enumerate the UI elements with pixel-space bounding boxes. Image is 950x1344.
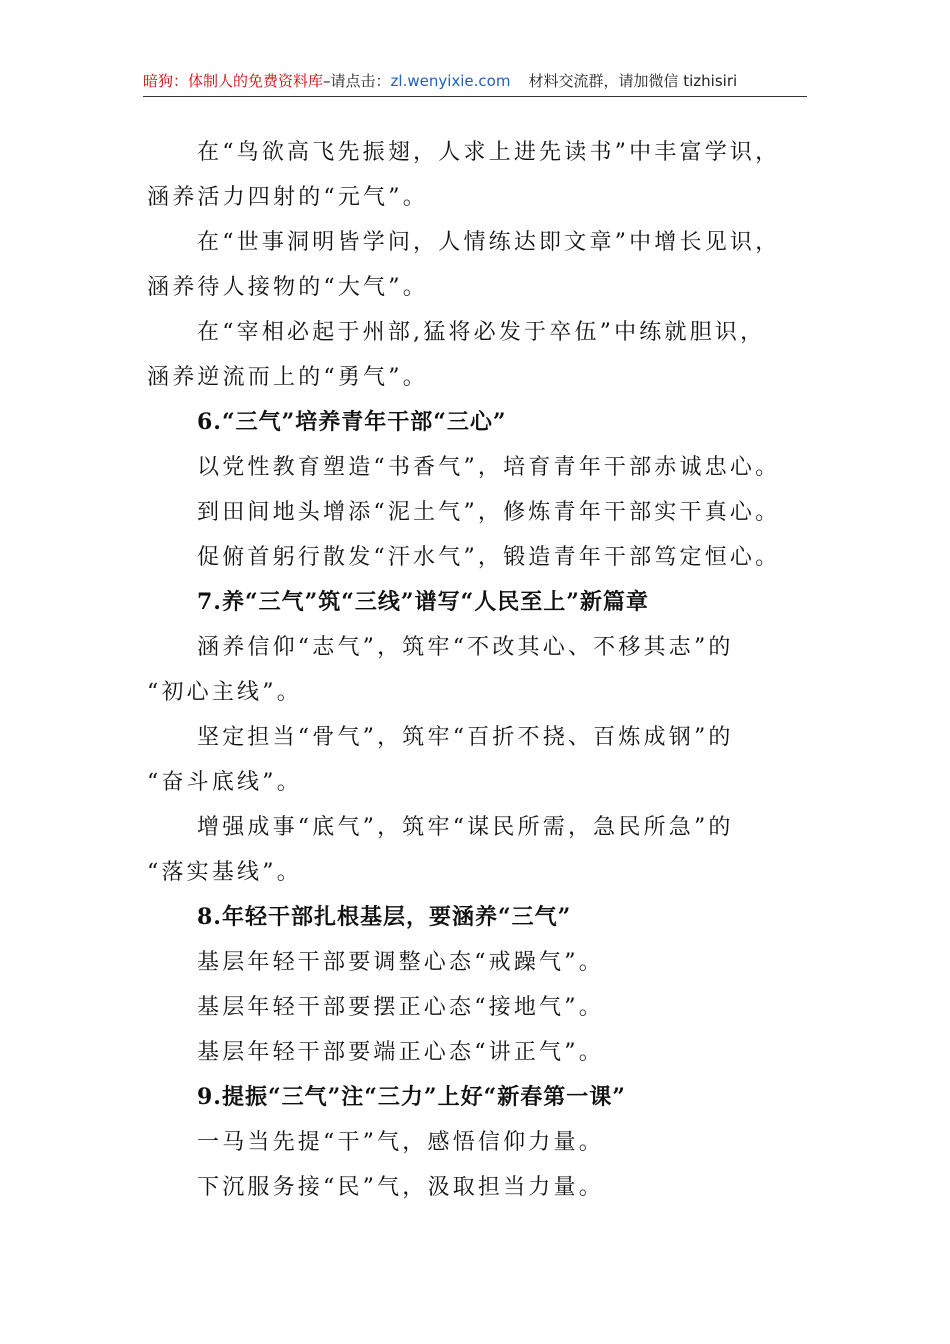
paragraph-line: 基层年轻干部要调整心态“戒躁气”。: [197, 950, 604, 975]
paragraph-line: 坚定担当“骨气”，筑牢“百折不挠、百炼成钢”的: [197, 725, 734, 750]
header-divider: [143, 96, 807, 97]
paragraph-line: 一马当先提“干”气，感悟信仰力量。: [197, 1130, 604, 1155]
paragraph-line: 到田间地头增添“泥土气”，修炼青年干部实干真心。: [197, 500, 781, 525]
section-heading-7: 7.养“三气”筑“三线”谱写“人民至上”新篇章: [197, 589, 649, 615]
paragraph-line: 以党性教育塑造“书香气”，培育青年干部赤诚忠心。: [197, 455, 781, 480]
paragraph-line: 涵养待人接物的“大气”。: [147, 275, 428, 300]
paragraph-line: “奋斗底线”。: [147, 770, 302, 795]
paragraph-line: 基层年轻干部要端正心态“讲正气”。: [197, 1040, 604, 1065]
paragraph-line: “落实基线”。: [147, 860, 302, 885]
document-body: [147, 130, 807, 1210]
section-heading-9: 9.提振“三气”注“三力”上好“新春第一课”: [197, 1084, 626, 1110]
header-group-text: 材料交流群，请加微信 tizhisiri: [528, 72, 738, 90]
paragraph-line: “初心主线”。: [147, 680, 302, 705]
header-title: 暗狗：体制人的免费资料库: [143, 72, 324, 90]
paragraph-line: 在“宰相必起于州部,猛将必发于卒伍”中练就胆识，: [197, 320, 766, 345]
header-link-label: –请点击：: [323, 72, 391, 90]
section-heading-8: 8.年轻干部扎根基层，要涵养“三气”: [197, 904, 572, 930]
paragraph-line: 涵养信仰“志气”，筑牢“不改其心、不移其志”的: [197, 635, 734, 660]
paragraph-line: 在“鸟欲高飞先振翅，人求上进先读书”中丰富学识，: [197, 140, 781, 165]
paragraph-line: 下沉服务接“民”气，汲取担当力量。: [197, 1175, 604, 1200]
header-link[interactable]: zl.wenyixie.com: [390, 72, 511, 90]
paragraph-line: 基层年轻干部要摆正心态“接地气”。: [197, 995, 604, 1020]
paragraph-line: 在“世事洞明皆学问，人情练达即文章”中增长见识，: [197, 230, 781, 255]
paragraph-line: 增强成事“底气”，筑牢“谋民所需，急民所急”的: [197, 815, 734, 840]
paragraph-line: 促俯首躬行散发“汗水气”，锻造青年干部笃定恒心。: [197, 545, 781, 570]
page-header: [143, 68, 807, 94]
paragraph-line: 涵养逆流而上的“勇气”。: [147, 365, 428, 390]
section-heading-6: 6.“三气”培养青年干部“三心”: [197, 409, 507, 435]
paragraph-line: 涵养活力四射的“元气”。: [147, 185, 428, 210]
